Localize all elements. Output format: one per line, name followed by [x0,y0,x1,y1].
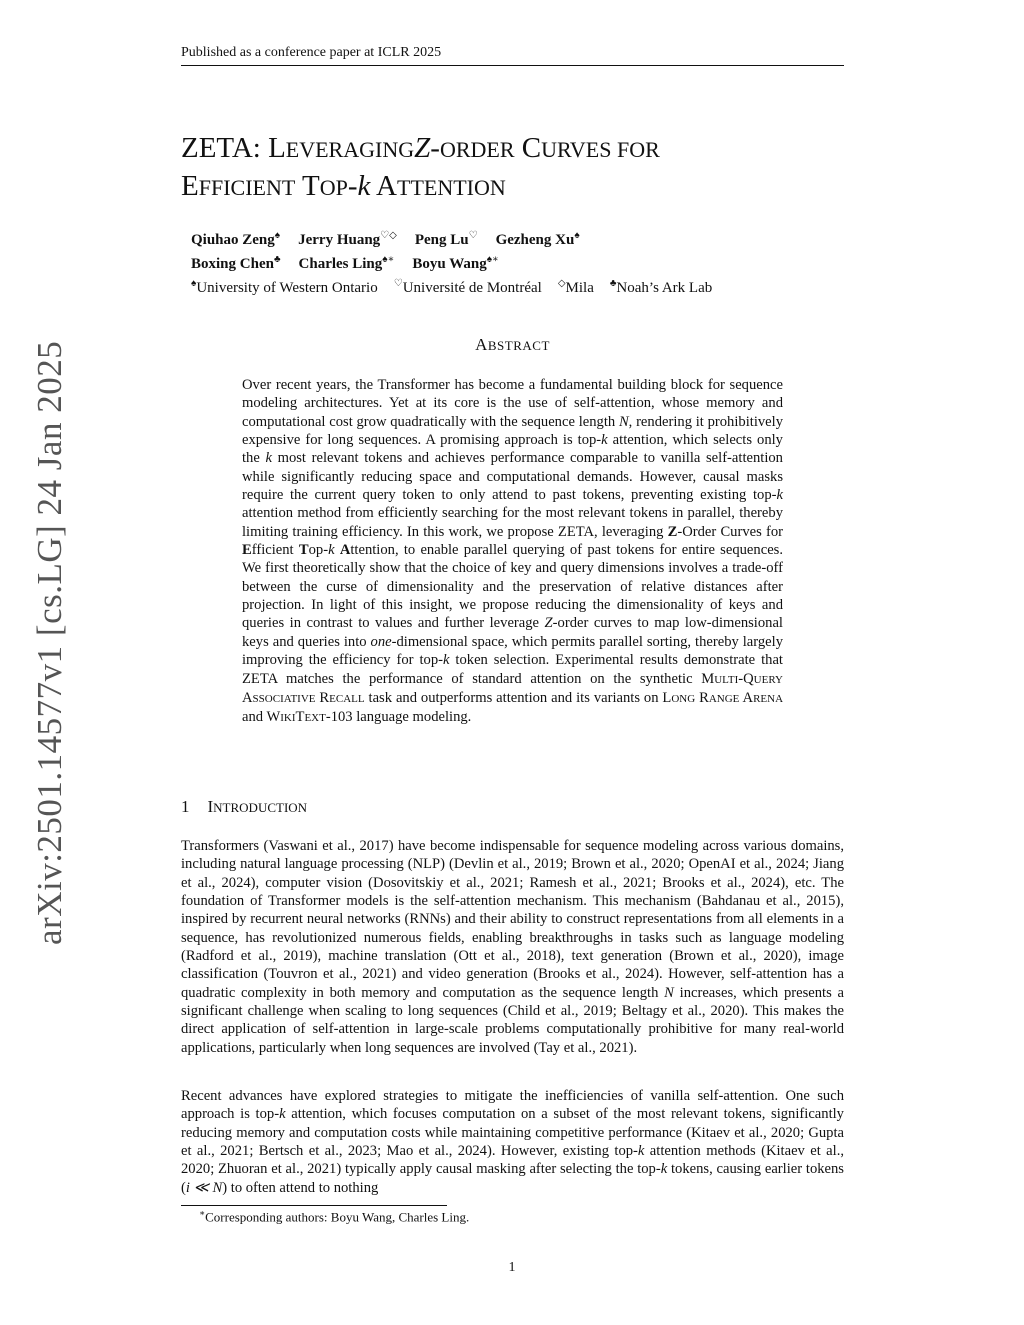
affiliation: ♡Université de Montréal [393,278,542,296]
affiliation: ♣Noah’s Ark Lab [609,278,713,296]
author-block [191,226,831,298]
paper-title [181,130,844,206]
footnote-corresponding-authors: ∗Corresponding authors: Boyu Wang, Charles Ling. [199,1208,470,1225]
author-name: Boyu Wang♠∗ [412,254,499,272]
header-rule [181,65,844,66]
author-name: Boxing Chen♣ [191,254,281,272]
author-name: Charles Ling♠∗ [298,254,395,272]
author-name: Qiuhao Zeng♠ [191,230,281,248]
page-number: 1 [508,1260,516,1275]
footnote-rule [181,1205,447,1206]
conference-header: Published as a conference paper at ICLR 2025 [181,45,442,60]
author-name: Jerry Huang♡◇ [298,230,397,248]
title-line-2: EFFICIENT TOP-k ATTENTION [181,170,506,202]
affiliation: ◇Mila [557,278,594,296]
section-heading-introduction: 1 INTRODUCTION [181,797,308,816]
affiliation-row [191,274,831,298]
author-name: Gezheng Xu♠ [495,230,580,248]
title-line-1: ZETA: LEVERAGINGZ-ORDER CURVES FOR [181,132,660,164]
author-row-2 [191,250,831,274]
affiliation: ♠University of Western Ontario [191,278,378,296]
intro-paragraph-2: Recent advances have explored strategies to mitigate the inefficiencies of vanilla self-attention. One such approach is top-k attention, which focuses computation on a subset of the most relevant tokens, significantly reducing memory and computation costs while maintaining competitive performance (Kitaev et al., 2020; Gupta et al., 2021; Bertsch et al., 2023; Mao et al., 2024). However, existing top-k attention methods (Kitaev et al., 2020; Zhuoran et al., 2021) typically apply causal masking after selecting the top-k tokens, causing earlier tokens (i ≪ N) to often attend to nothing [181,1088,844,1196]
arxiv-identifier-stamp: arXiv:2501.14577v1 [cs.LG] 24 Jan 2025 [30,340,69,945]
author-row-1 [191,226,831,250]
abstract-text: Over recent years, the Transformer has become a fundamental building block for sequence modeling architectures. Yet at its core is the use of self-attention, whose memory and computational cost grow quadratically with the sequence length N, rendering it prohibitively expensive for long sequences. A promising approach is top-k attention, which selects only the k most relevant tokens and achieves performance comparable to vanilla self-attention while significantly reducing space and computational demands. However, causal masks require the current query token to only attend to past tokens, preventing existing top-k attention method from efficiently searching for the most relevant tokens in parallel, thereby limiting training efficiency. In this work, we propose ZETA, leveraging Z-Order Curves for Efficient Top-k Attention, to enable parallel querying of past tokens for entire sequences. We first theoretically show that the choice of key and query dimensions involves a trade-off between the curse of dimensionality and the preservation of relative distances after projection. In light of this insight, we propose reducing the dimensionality of keys and queries in contrast to values and further leverage Z-order curves to map low-dimensional keys and queries into one-dimensional space, which permits parallel sorting, thereby largely improving the efficiency for top-k token selection. Experimental results demonstrate that ZETA matches the performance of standard attention on the synthetic MULTI-QUERY ASSOCIATIVE RECALL task and outperforms attention and its variants on LONG RANGE ARENA and WIKITEXT-103 language modeling. [242,377,784,726]
abstract-heading: ABSTRACT [475,335,550,354]
author-name: Peng Lu♡ [414,230,478,248]
intro-paragraph-1: Transformers (Vaswani et al., 2017) have become indispensable for sequence modeling across various domains, including natural language processing (NLP) (Devlin et al., 2019; Brown et al., 2020; OpenAI et al., 2024; Jiang et al., 2024), computer vision (Dosovitskiy et al., 2021; Ramesh et al., 2021; Brooks et al., 2024), etc. The foundation of Transformer models is the self-attention mechanism. This mechanism (Bahdanau et al., 2015), inspired by recurrent neural networks (RNNs) and their ability to construct representations from all elements in a sequence, has revolutionized numerous fields, enabling breakthroughs in tasks such as language modeling (Radford et al., 2019), machine translation (Ott et al., 2018), text generation (Brown et al., 2020), image classification (Touvron et al., 2021) and video generation (Brooks et al., 2024). However, self-attention has a quadratic complexity in both memory and computation as the sequence length N increases, which presents a significant challenge when scaling to long sequences (Child et al., 2019; Beltagy et al., 2020). This makes the direct application of self-attention in large-scale problems computationally prohibitive for many real-world applications, particularly when long sequences are involved (Tay et al., 2021). [181,838,845,1056]
